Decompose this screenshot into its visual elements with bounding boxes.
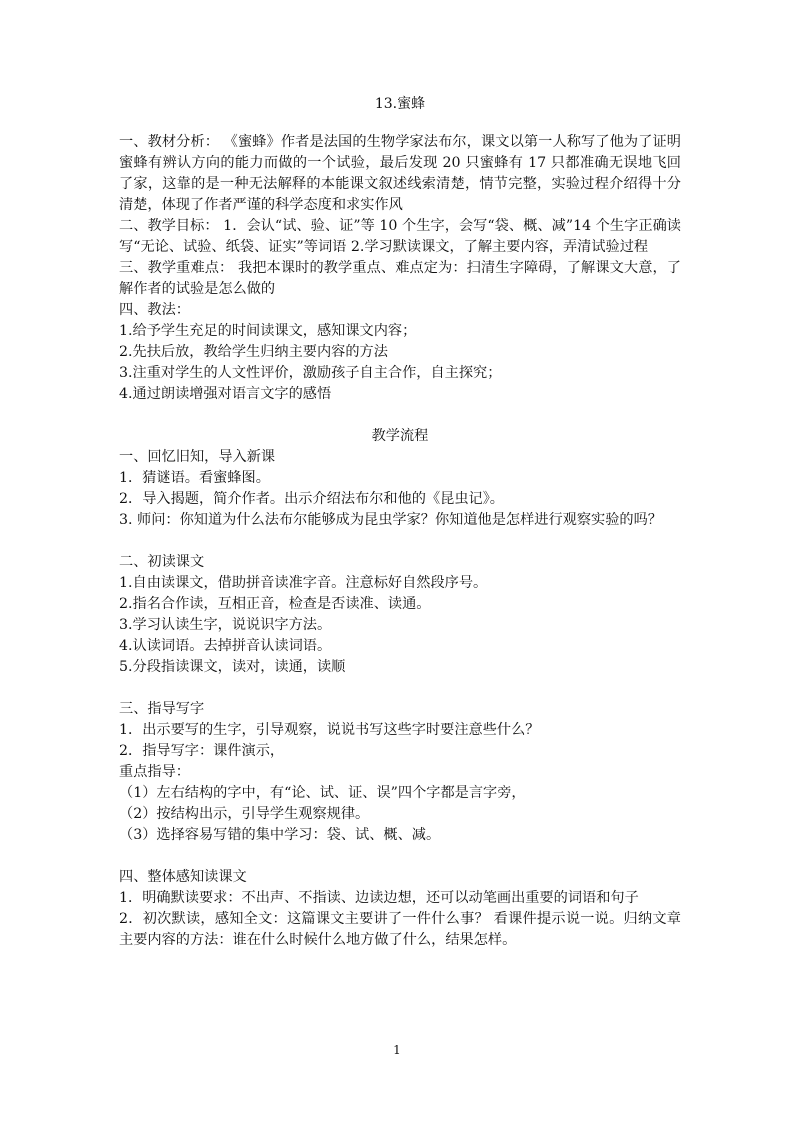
list-item: 5.分段指读课文，读对，读通，读顺 [119, 659, 346, 675]
list-item: 1.自由读课文，借助拼音读准字音。注意标好自然段序号。 [119, 575, 488, 591]
section-heading: 二、初读课文 [119, 554, 205, 570]
document-page [119, 94, 681, 951]
list-item: 1．出示要写的生字，引导观察，说说书写这些字时要注意些什么？ [119, 722, 540, 738]
method-item: 4.通过朗读增强对语言文字的感悟 [119, 386, 332, 402]
list-item: 2.指名合作读，互相正音，检查是否读准、读通。 [119, 596, 431, 612]
section-heading: 四、整体感知读课文 [119, 869, 247, 885]
flow-heading: 教学流程 [371, 428, 429, 444]
list-item: 4.认读词语。去掉拼音认读词语。 [119, 638, 332, 654]
section-heading: 三、指导写字 [119, 701, 205, 717]
list-item: 3.学习认读生字，说说识字方法。 [119, 617, 332, 633]
list-item: （1）左右结构的字中，有“论、试、证、误”四个字都是言字旁， [119, 785, 526, 801]
list-item: 1．猜谜语。看蜜蜂图。 [119, 470, 270, 486]
list-item: 2．指导写字：课件演示， [119, 743, 285, 759]
method-item: 3.注重对学生的人文性评价，激励孩子自主合作，自主探究； [119, 365, 502, 381]
document-title: 13.蜜蜂 [374, 96, 426, 112]
section-heading: 一、回忆旧知，导入新课 [119, 449, 276, 465]
list-item: 重点指导： [119, 764, 190, 780]
objectives-paragraph: 二、教学目标： 1．会认“试、验、证”等 10 个生字，会写“袋、概、减”14 个生字正确读写“无论、试验、纸袋、证实”等词语 2.学习默读课文，了解主要内容，弄清试验过程 [119, 218, 681, 255]
list-item: 1．明确默读要求：不出声、不指读、边读边想，还可以动笔画出重要的词语和句子 [119, 890, 639, 906]
list-item: 3. 师问：你知道为什么法布尔能够成为昆虫学家？你知道他是怎样进行观察实验的吗？ [119, 512, 662, 528]
key-points-paragraph: 三、教学重难点： 我把本课时的教学重点、难点定为：扫清生字障碍，了解课文大意，了解作者的试验是怎么做的 [119, 260, 681, 297]
analysis-paragraph: 一、教材分析： 《蜜蜂》作者是法国的生物学家法布尔，课文以第一人称写了他为了证明蜜蜂有辨认方向的能力而做的一个试验，最后发现 20 只蜜蜂有 17 只都准确无误地飞回了家，这靠的是一种无法解释的本能课文叙述线索清楚，情节完整，实验过程介绍得十分清楚，体现了作者严谨的科学态度和求实作风 [119, 134, 681, 213]
list-item: （2）按结构出示，引导学生观察规律。 [119, 806, 370, 822]
method-item: 2.先扶后放，教给学生归纳主要内容的方法 [119, 344, 388, 360]
page-number: 1 [393, 1043, 401, 1057]
list-item: 2．导入揭题，简介作者。出示介绍法布尔和他的《昆虫记》。 [119, 491, 504, 507]
methods-heading: 四、教法： [119, 302, 190, 318]
list-item: 2．初次默读，感知全文：这篇课文主要讲了一件什么事？ 看课件提示说一说。归纳文章主要内容的方法：谁在什么时候什么地方做了什么，结果怎样。 [119, 911, 681, 948]
method-item: 1.给予学生充足的时间读课文，感知课文内容； [119, 323, 417, 339]
list-item: （3）选择容易写错的集中学习：袋、试、概、减。 [119, 827, 441, 843]
